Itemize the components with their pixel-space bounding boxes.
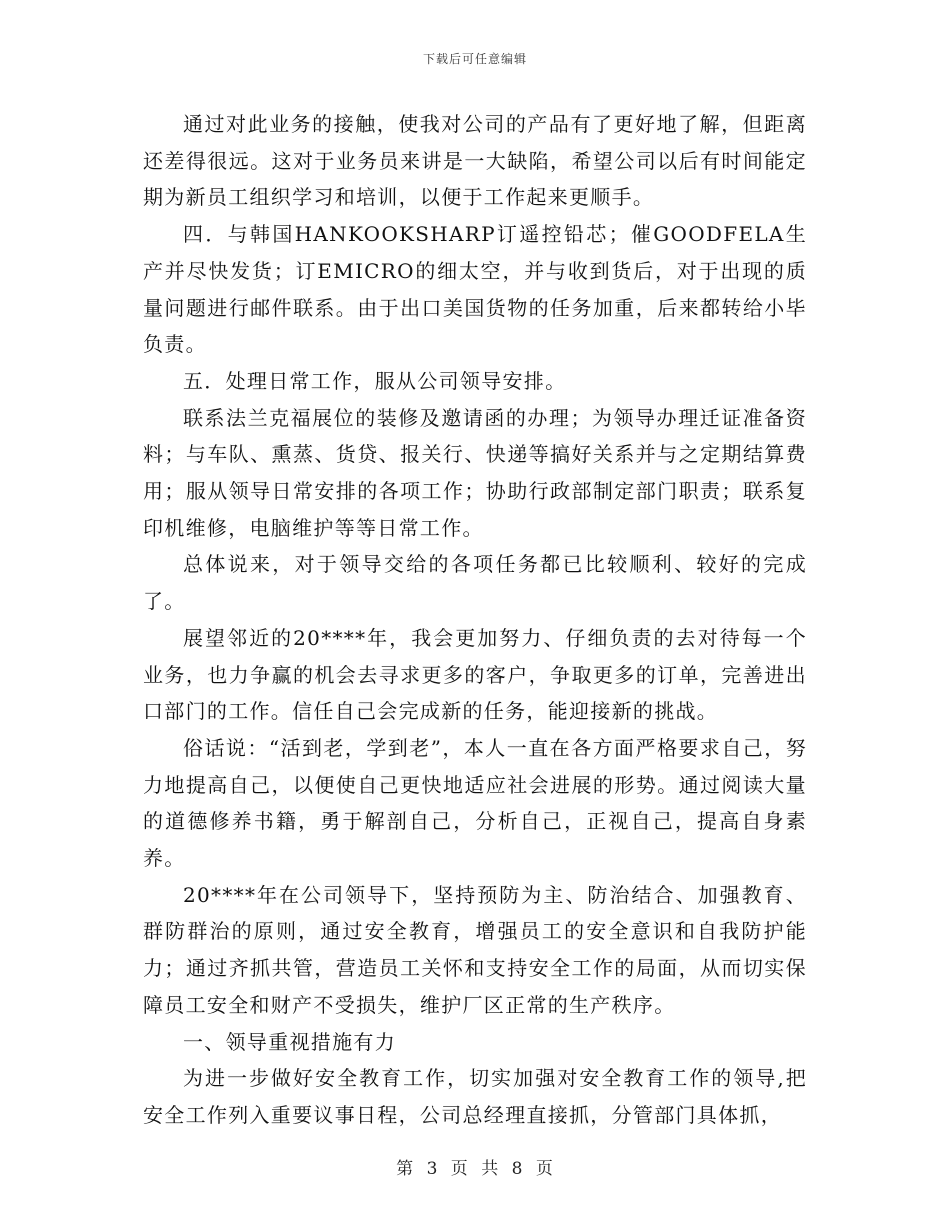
paragraph: 通过对此业务的接触，使我对公司的产品有了更好地了解，但距离还差得很远。这对于业务员来讲是一大缺陷，希望公司以后有时间能定期为新员工组织学习和培训，以便于工作起来更顺手。 [143, 112, 807, 210]
page-footer: 第 3 页 共 8 页 [396, 1159, 554, 1179]
section-heading: 一、领导重视措施有力 [183, 1029, 396, 1054]
paragraph: 展望邻近的20****年，我会更加努力、仔细负责的去对待每一个业务，也力争赢的机会去寻求更多的客户，争取更多的订单，完善进出口部门的工作。信任自己会完成新的任务，能迎接新的挑战。 [143, 625, 807, 724]
page-header: 下载后可任意编辑 [422, 52, 527, 66]
document-body [143, 106, 807, 1134]
paragraph: 俗话说：“活到老，学到老”，本人一直在各方面严格要求自己，努力地提高自己，以便使自己更快地适应社会进展的形势。通过阅读大量的道德修养书籍，勇于解剖自己，分析自己，正视自己，提高自身素养。 [143, 735, 807, 871]
paragraph: 联系法兰克福展位的装修及邀请函的办理；为领导办理迁证准备资料；与车队、熏蒸、货贷、报关行、快递等搞好关系并与之定期结算费用；服从领导日常安排的各项工作；协助行政部制定部门职责；联系复印机维修，电脑维护等等日常工作。 [143, 405, 807, 540]
paragraph: 五．处理日常工作，服从公司领导安排。 [183, 368, 567, 393]
paragraph: 20****年在公司领导下，坚持预防为主、防治结合、加强教育、群防群治的原则，通过安全教育，增强员工的安全意识和自我防护能力；通过齐抓共管，营造员工关怀和支持安全工作的局面，从而切实保障员工安全和财产不受损失，维护厂区正常的生产秩序。 [143, 882, 807, 1017]
paragraph: 为进一步做好安全教育工作，切实加强对安全教育工作的领导,把安全工作列入重要议事日程，公司总经理直接抓，分管部门具体抓， [143, 1066, 807, 1127]
paragraph: 总体说来，对于领导交给的各项任务都已比较顺利、较好的完成了。 [143, 552, 807, 614]
paragraph: 四．与韩国HANKOOKSHARP订遥控铅芯；催GOODFELA生产并尽快发货；订EMICRO的细太空，并与收到货后，对于出现的质量问题进行邮件联系。由于出口美国货物的任务加重，后来都转给小毕负责。 [143, 222, 807, 357]
